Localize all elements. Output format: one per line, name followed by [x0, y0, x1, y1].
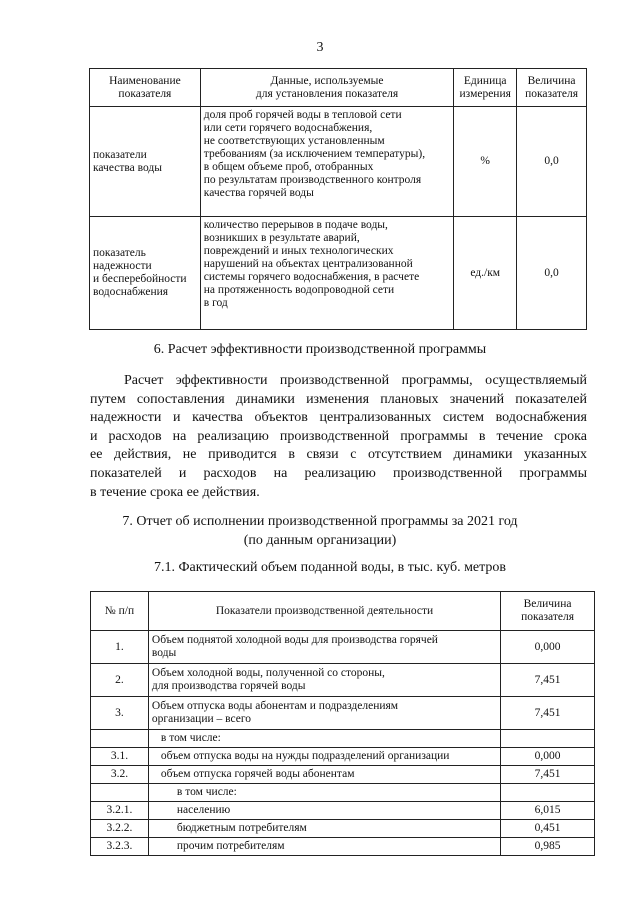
row-label: Объем поднятой холодной воды для производства горячей воды	[148, 631, 500, 664]
row-label: бюджетным потребителям	[148, 820, 500, 838]
table-row	[91, 748, 595, 766]
section-7-1-heading: 7.1. Фактический объем поданной воды, в тыс. куб. метров	[153, 560, 507, 575]
indicator-unit: %	[454, 107, 517, 217]
section-6-heading: 6. Расчет эффективности производственной программы	[153, 342, 487, 357]
header-value: Величина показателя	[517, 69, 587, 107]
row-number: 2.	[91, 664, 149, 697]
table-row	[91, 820, 595, 838]
quality-indicators-table	[89, 68, 587, 330]
row-value: 0,985	[501, 838, 595, 856]
indicator-unit: ед./км	[454, 217, 517, 330]
row-label: в том числе:	[148, 784, 500, 802]
row-value: 0,000	[501, 631, 595, 664]
indicator-data: количество перерывов в подаче воды, возникших в результате аварий, повреждений и иных технологических нарушений на объектах централизованной системы горячего водоснабжения, в расчете на протяженность водопроводной сети в год	[200, 217, 453, 330]
header-indicator-name: Наименование показателя	[90, 69, 201, 107]
indicator-value: 0,0	[517, 217, 587, 330]
indicator-name: показатели качества воды	[90, 107, 201, 217]
table-row	[91, 838, 595, 856]
row-number: 3.2.2.	[91, 820, 149, 838]
row-value: 0,451	[501, 820, 595, 838]
row-label: Объем отпуска воды абонентам и подразделениям организации – всего	[148, 697, 500, 730]
page-number: 3	[316, 40, 324, 55]
row-value	[501, 784, 595, 802]
row-number	[91, 784, 149, 802]
header-number: № п/п	[91, 592, 149, 631]
row-value: 7,451	[501, 766, 595, 784]
table-header-row	[91, 592, 595, 631]
table-row	[91, 766, 595, 784]
table-row	[91, 631, 595, 664]
row-number: 1.	[91, 631, 149, 664]
row-label: в том числе:	[148, 730, 500, 748]
table-row	[91, 784, 595, 802]
row-number: 3.2.1.	[91, 802, 149, 820]
row-number	[91, 730, 149, 748]
header-indicator: Показатели производственной деятельности	[148, 592, 500, 631]
row-value: 6,015	[501, 802, 595, 820]
section-6-paragraph: Расчет эффективности производственной программы, осуществляемый путем сопоставления динамики изменения плановых значений показателей надежности и качества объектов централизованных систем водоснабжения и расходов на реализацию производственной программы в течение срока ее действия, не приводится в связи с отсутствием динамики указанных показателей и расходов на реализацию производственной программы в течение срока ее действия.	[90, 373, 587, 500]
header-unit: Единица измерения	[454, 69, 517, 107]
row-number: 3.2.3.	[91, 838, 149, 856]
indicator-data: доля проб горячей воды в тепловой сети или сети горячего водоснабжения, не соответствующих установленным требованиям (за исключением температуры), в общем объеме проб, отобранных по результатам производственного контроля качества горячей воды	[200, 107, 453, 217]
row-value: 7,451	[501, 697, 595, 730]
row-number: 3.1.	[91, 748, 149, 766]
header-data-used: Данные, используемые для установления показателя	[200, 69, 453, 107]
table-row	[90, 217, 587, 330]
header-value: Величина показателя	[501, 592, 595, 631]
row-number: 3.2.	[91, 766, 149, 784]
row-label: объем отпуска горячей воды абонентам	[148, 766, 500, 784]
row-number: 3.	[91, 697, 149, 730]
table-row	[90, 107, 587, 217]
indicator-name: показатель надежности и бесперебойности водоснабжения	[90, 217, 201, 330]
table-header-row	[90, 69, 587, 107]
water-volume-table	[90, 591, 595, 856]
row-label: объем отпуска воды на нужды подразделений организации	[148, 748, 500, 766]
table-row	[91, 730, 595, 748]
row-value: 0,000	[501, 748, 595, 766]
row-value: 7,451	[501, 664, 595, 697]
table-row	[91, 697, 595, 730]
row-label: населению	[148, 802, 500, 820]
row-value	[501, 730, 595, 748]
row-label: прочим потребителям	[148, 838, 500, 856]
row-label: Объем холодной воды, полученной со стороны, для производства горячей воды	[148, 664, 500, 697]
indicator-value: 0,0	[517, 107, 587, 217]
section-7-heading: 7. Отчет об исполнении производственной программы за 2021 год (по данным организации)	[122, 514, 518, 548]
table-row	[91, 802, 595, 820]
table-row	[91, 664, 595, 697]
